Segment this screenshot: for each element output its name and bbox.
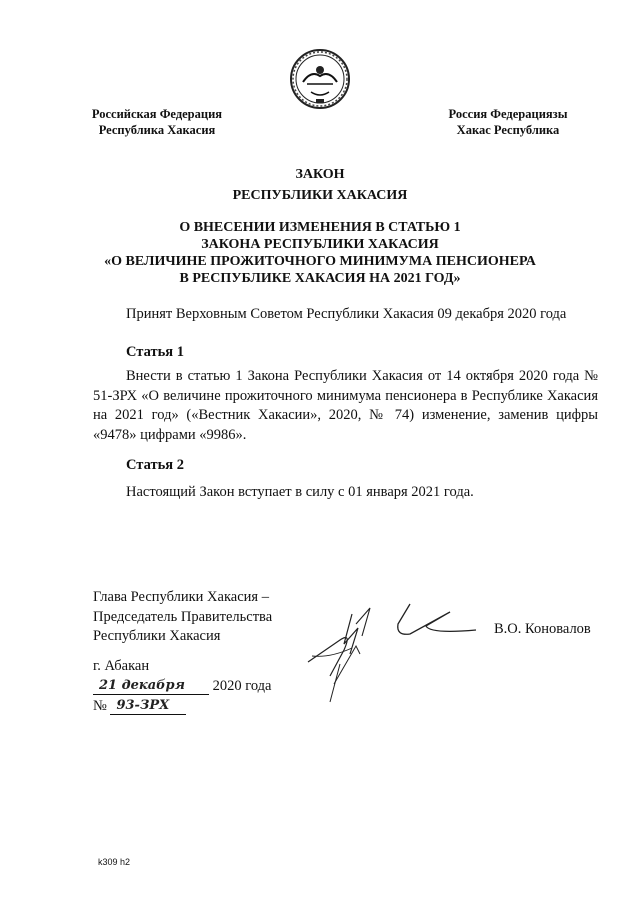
law-title-line-2: РЕСПУБЛИКИ ХАКАСИЯ (232, 188, 408, 203)
law-title-line-1: ЗАКОН (295, 167, 345, 182)
signatory-name: В.О. Коновалов (494, 621, 591, 637)
emblem-icon (289, 48, 351, 110)
signatory-position-line-1: Глава Республики Хакасия – (93, 589, 269, 605)
date-underline (93, 677, 209, 695)
article-2-body: Настоящий Закон вступает в силу с 01 января 2021 года. (126, 484, 474, 500)
law-number (93, 697, 186, 715)
handwritten-signature (300, 584, 490, 704)
signatory-position-line-3: Республики Хакасия (93, 628, 221, 644)
signatory-position (93, 588, 272, 647)
place: г. Абакан (93, 658, 150, 674)
date-year: 2020 года (212, 678, 272, 694)
handwritten-date: 21 декабря (99, 678, 185, 693)
subject-line-2: ЗАКОНА РЕСПУБЛИКИ ХАКАСИЯ (201, 237, 439, 252)
number-underline (110, 697, 186, 715)
header-right-line-1: Россия Федерациязы (448, 107, 568, 121)
number-prefix: № (93, 698, 107, 714)
law-subject (0, 219, 640, 287)
article-1-heading: Статья 1 (126, 344, 184, 360)
signing-date (93, 677, 271, 695)
header-left (82, 106, 232, 138)
header-right-line-2: Хакас Республика (456, 123, 560, 137)
handwritten-number: 93-ЗРХ (116, 698, 170, 713)
article-1-body: Внести в статью 1 Закона Республики Хакасия от 14 октября 2020 года № 51-ЗРХ «О величине прожиточного минимума пенсионера в Республике Хакасия на 2021 год» («Вестник Хакасии», 2020, № 74) изменение, заменив цифры «9478» цифрами «9986». (93, 368, 598, 443)
header-right (440, 106, 576, 138)
law-title (0, 166, 640, 208)
adoption-note: Принят Верховным Советом Республики Хакасия 09 декабря 2020 года (126, 306, 567, 322)
subject-line-3: «О ВЕЛИЧИНЕ ПРОЖИТОЧНОГО МИНИМУМА ПЕНСИОНЕРА (104, 254, 536, 269)
subject-line-1: О ВНЕСЕНИИ ИЗМЕНЕНИЯ В СТАТЬЮ 1 (179, 220, 461, 235)
signatory-position-line-2: Председатель Правительства (93, 608, 273, 625)
document-code: k309 h2 (98, 857, 131, 867)
subject-line-4: В РЕСПУБЛИКЕ ХАКАСИЯ НА 2021 ГОД» (179, 271, 461, 286)
header-left-line-1: Российская Федерация (91, 107, 223, 121)
article-2-heading: Статья 2 (126, 457, 184, 473)
header-left-line-2: Республика Хакасия (98, 123, 216, 137)
